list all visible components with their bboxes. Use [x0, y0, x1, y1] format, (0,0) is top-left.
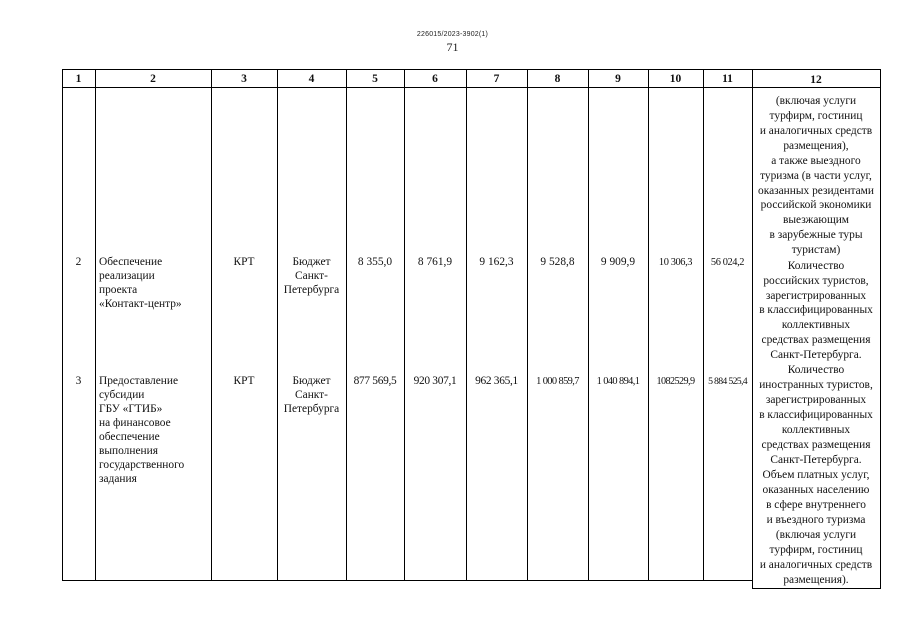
table-border-left — [62, 69, 63, 581]
doc-id: 226015/2023-3902(1) — [416, 31, 489, 38]
row-value-col8: 1 000 859,7 — [536, 376, 579, 387]
row-name-line: ГБУ «ГТИБ» — [99, 403, 163, 415]
row-name-line: субсидии — [99, 389, 145, 401]
page-number: 71 — [446, 40, 459, 54]
column-header: 3 — [241, 73, 247, 85]
cell-text: Количество — [787, 260, 845, 272]
row-name-line: реализации — [99, 270, 155, 282]
cell-text: коллективных — [781, 319, 851, 331]
row-value-col9: 9 909,9 — [600, 256, 636, 268]
col12-border-bottom — [752, 588, 881, 589]
row-name-line: на финансовое — [99, 417, 171, 429]
column-header: 10 — [669, 73, 682, 85]
cell-text: российских туристов, — [763, 275, 869, 287]
row-value-col10: 10 306,3 — [658, 257, 693, 268]
row-value-col10: 1082529,9 — [656, 376, 695, 387]
cell-text: зарегистрированных — [765, 290, 867, 302]
row-value-col11: 5 884 525,4 — [708, 376, 747, 387]
row-name-line: выполнения — [99, 445, 158, 457]
row-name-line: задания — [99, 473, 137, 485]
cell-text: турфирм, гостиниц — [769, 110, 863, 122]
table-border-top — [62, 69, 881, 70]
row-source-line: Петербурга — [283, 284, 340, 296]
cell-text: Санкт-Петербурга. — [770, 454, 862, 466]
col-divider-10 — [703, 69, 704, 581]
row-value-col6: 920 307,1 — [413, 375, 457, 387]
row-source-line: Петербурга — [283, 403, 340, 415]
col-divider-3 — [277, 69, 278, 581]
cell-text: оказанных резидентами — [758, 185, 874, 197]
row-value-col8: 9 528,8 — [540, 256, 575, 268]
row-number: 2 — [75, 256, 82, 268]
row-name-line: Предоставление — [99, 375, 179, 387]
col-divider-8 — [588, 69, 589, 581]
cell-text: туризма (в части услуг, — [760, 170, 872, 182]
row-executor: КРТ — [233, 256, 255, 268]
column-header: 11 — [722, 73, 733, 85]
col-divider-7 — [527, 69, 528, 581]
cell-text: Объем платных услуг, — [762, 469, 870, 481]
row-source-line: Санкт- — [295, 270, 328, 282]
column-header: 6 — [432, 73, 438, 85]
cell-text: средствах размещения — [761, 439, 871, 451]
col-divider-9 — [648, 69, 649, 581]
row-value-col5: 877 569,5 — [353, 375, 397, 387]
row-source-line: Бюджет — [292, 256, 331, 268]
column-header: 1 — [75, 73, 82, 85]
row-number: 3 — [75, 375, 82, 387]
col-divider-2 — [211, 69, 212, 581]
cell-text: оказанных населению — [762, 484, 870, 496]
col-divider-4 — [346, 69, 347, 581]
cell-text: туристам) — [791, 244, 841, 256]
cell-text: (включая услуги — [775, 95, 857, 107]
row-value-col7: 9 162,3 — [479, 256, 514, 268]
row-value-col9: 1 040 894,1 — [596, 376, 640, 387]
col-divider-6 — [466, 69, 467, 581]
row-name-line: обеспечение — [99, 431, 160, 443]
cell-text: в классифицированных — [759, 304, 873, 316]
col-divider-1 — [95, 69, 96, 581]
cell-text: в зарубежные туры — [769, 229, 863, 241]
cell-text: и въездного туризма — [766, 514, 866, 526]
cell-text: и аналогичных средств — [759, 125, 873, 137]
cell-text: выезжающим — [782, 214, 850, 226]
row-value-col5: 8 355,0 — [357, 256, 393, 268]
row-name-line: государственного — [99, 459, 185, 471]
cell-text: средствах размещения — [761, 334, 871, 346]
cell-text: и аналогичных средств — [759, 559, 873, 571]
cell-text: размещения). — [783, 574, 849, 586]
cell-text: Санкт-Петербурга. — [770, 349, 862, 361]
column-header: 2 — [150, 73, 156, 85]
cell-text: зарегистрированных — [765, 394, 867, 406]
cell-text: коллективных — [781, 424, 851, 436]
column-header: 5 — [372, 73, 378, 85]
cell-text: турфирм, гостиниц — [769, 544, 863, 556]
column-header: 4 — [308, 73, 315, 85]
table-border-right — [880, 69, 881, 589]
row-value-col6: 8 761,9 — [417, 256, 453, 268]
row-source-line: Санкт- — [295, 389, 328, 401]
cell-text: в классифицированных — [759, 409, 873, 421]
cell-text: Количество — [787, 364, 845, 376]
column-header: 7 — [493, 73, 500, 85]
col-divider-5 — [404, 69, 405, 581]
cell-text: а также выездного — [771, 155, 861, 167]
row-source-line: Бюджет — [292, 375, 331, 387]
cell-text: в сфере внутреннего — [766, 499, 866, 511]
column-header: 12 — [810, 74, 822, 86]
row-value-col11: 56 024,2 — [710, 257, 745, 268]
row-value-col7: 962 365,1 — [475, 375, 518, 387]
column-header: 9 — [615, 73, 621, 85]
row-name-line: Обеспечение — [99, 256, 163, 268]
cell-text: (включая услуги — [775, 529, 857, 541]
cell-text: размещения), — [783, 140, 849, 152]
column-header: 8 — [554, 73, 561, 85]
row-name-line: «Контакт-центр» — [99, 298, 182, 310]
cell-text: российской экономики — [760, 199, 872, 211]
row-executor: КРТ — [233, 375, 255, 387]
cell-text: иностранных туристов, — [759, 379, 873, 391]
row-name-line: проекта — [99, 284, 138, 296]
